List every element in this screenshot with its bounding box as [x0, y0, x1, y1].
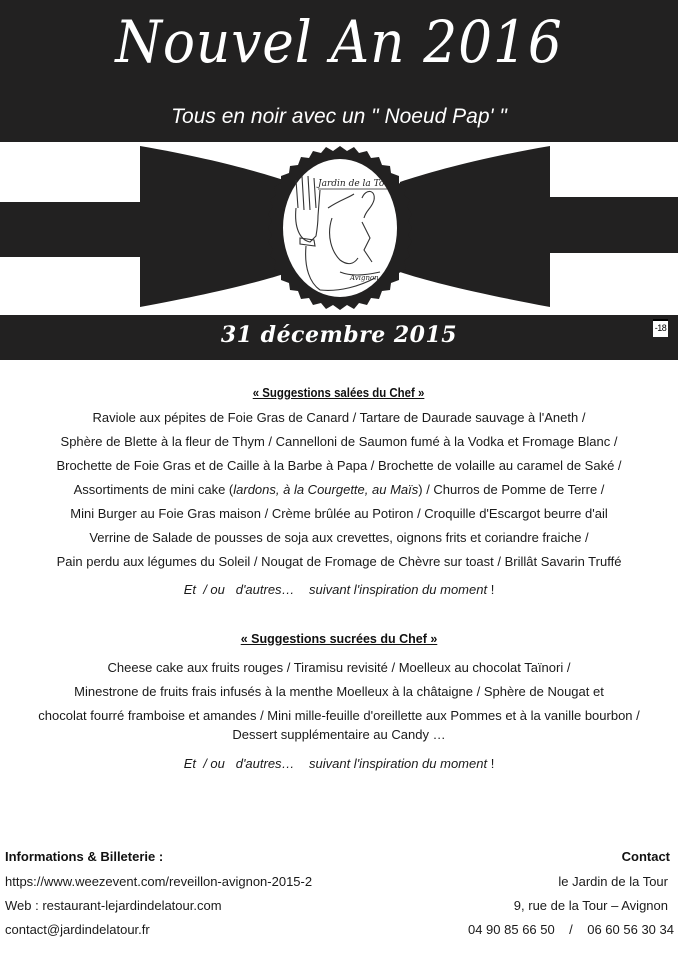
age-restriction-badge: -18	[653, 319, 668, 337]
event-date: 31 décembre 2015	[220, 322, 458, 348]
mini-cake-flavors: lardons, à la Courgette, au Maïs	[233, 482, 419, 497]
bow-tie-graphic	[0, 142, 678, 315]
sweet-aside: Et / ou d'autres… suivant l'inspiration du moment !	[183, 756, 495, 771]
savory-heading: « Suggestions salées du Chef »	[253, 385, 425, 400]
contact-name: le Jardin de la Tour	[558, 874, 668, 889]
menu-line: Minestrone de fruits frais infusés à la menthe Moelleux à la châtaigne / Sphère de Nougat et	[74, 684, 604, 699]
menu-line: Verrine de Salade de pousses de soja aux crevettes, oignons frits et coriandre fraiche /	[89, 530, 589, 545]
logo-text: Jardin de la Tour	[318, 179, 395, 189]
contact-block	[467, 848, 674, 942]
website-link[interactable]: Web : restaurant-lejardindelatour.com	[5, 898, 222, 913]
date-band	[0, 315, 678, 360]
menu-line: Pain perdu aux légumes du Soleil / Nougat de Fromage de Chèvre sur toast / Brillât Savarin Truffé	[56, 554, 622, 569]
menu-line: Sphère de Blette à la fleur de Thym / Cannelloni de Saumon fumé à la Vodka et Fromage Blanc /	[60, 434, 618, 449]
ticket-link[interactable]: https://www.weezevent.com/reveillon-avignon-2015-2	[5, 874, 313, 889]
contact-address: 9, rue de la Tour – Avignon	[513, 898, 668, 913]
sweet-section	[0, 628, 678, 774]
menu-line: chocolat fourré framboise et amandes / Mini mille-feuille d'oreillette aux Pommes et à la vanille bourbon /	[38, 708, 640, 723]
savory-aside: Et / ou d'autres… suivant l'inspiration du moment !	[183, 582, 495, 597]
contact-phones[interactable]: 04 90 85 66 50 / 06 60 56 30 34	[467, 922, 674, 937]
info-title: Informations & Billeterie :	[5, 849, 164, 864]
info-block	[5, 848, 312, 942]
header-band	[0, 0, 678, 142]
svg-text:Avignon: Avignon	[350, 274, 379, 282]
menu-line: Assortiments de mini cake (lardons, à la Courgette, au Maïs) / Churros de Pomme de Terre /	[73, 482, 605, 497]
menu-line: Brochette de Foie Gras et de Caille à la Barbe à Papa / Brochette de volaille au caramel de Saké /	[56, 458, 622, 473]
page-subtitle: Tous en noir avec un " Noeud Pap' "	[171, 105, 507, 128]
page-title: Nouvel An 2016	[115, 8, 563, 76]
email-link[interactable]: contact@jardindelatour.fr	[5, 922, 150, 937]
menu-line: Cheese cake aux fruits rouges / Tiramisu revisité / Moelleux au chocolat Taïnori /	[107, 660, 571, 675]
contact-title: Contact	[621, 849, 670, 864]
menu-line: Dessert supplémentaire au Candy …	[232, 727, 446, 742]
menu-line: Raviole aux pépites de Foie Gras de Canard / Tartare de Daurade sauvage à l'Aneth /	[92, 410, 586, 425]
savory-section	[0, 382, 678, 600]
menu-line: Mini Burger au Foie Gras maison / Crème brûlée au Potiron / Croquille d'Escargot beurre d'ail	[70, 506, 608, 521]
bow-tie-icon	[0, 142, 678, 315]
sweet-heading: « Suggestions sucrées du Chef »	[240, 632, 438, 646]
